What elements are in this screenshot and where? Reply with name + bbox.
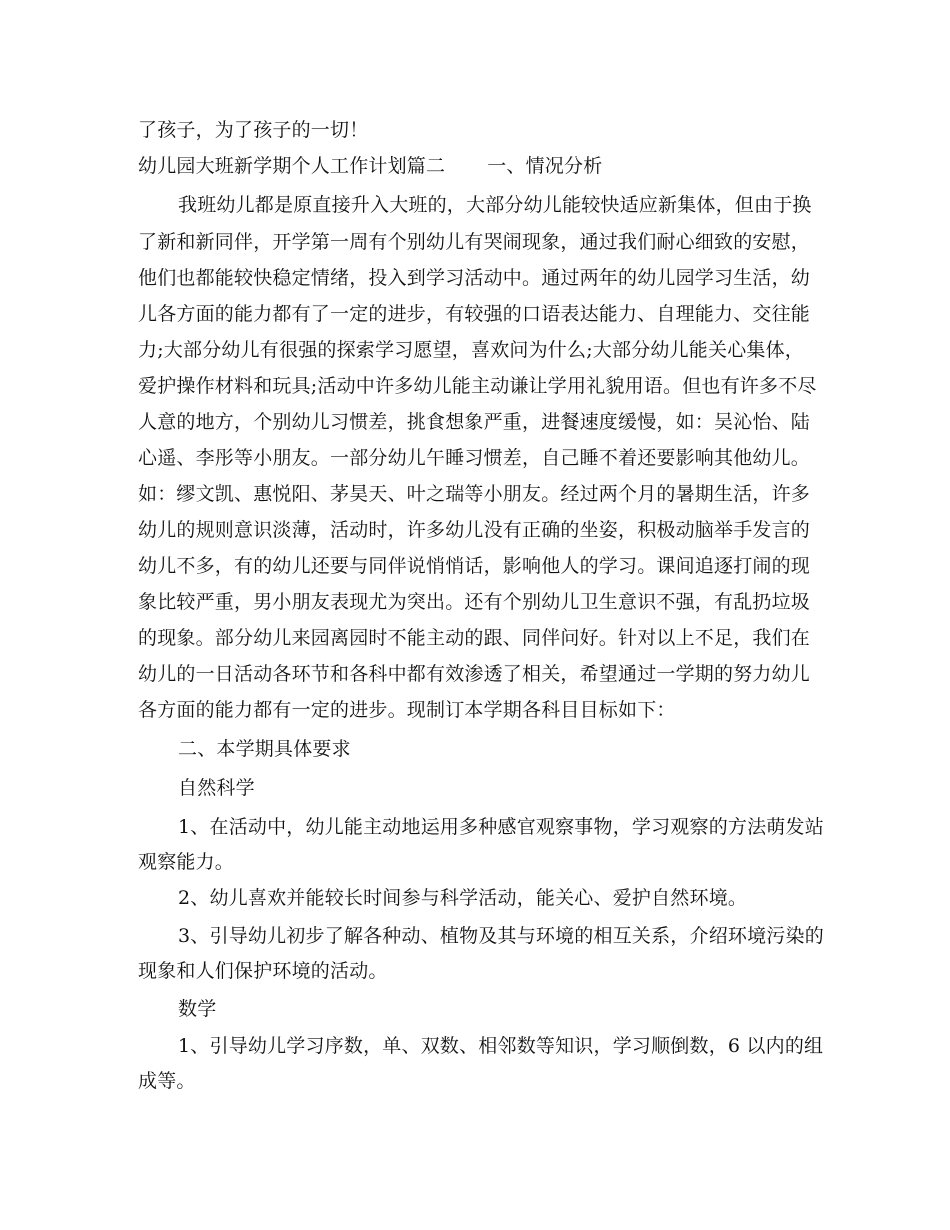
paragraph-line: 如：缪文凯、惠悦阳、茅昊天、叶之瑞等小朋友。经过两个月的暑期生活，许多 (138, 483, 811, 505)
paragraph-line: 观察能力。 (138, 851, 235, 873)
paragraph-line: 心遥、李彤等小朋友。一部分幼儿午睡习惯差，自己睡不着还要影响其他幼儿。 (138, 447, 811, 469)
paragraph-line: 各方面的能力都有一定的进步。现制订本学期各科目目标如下： (138, 699, 676, 721)
section-heading: 一、情况分析 (487, 155, 603, 177)
paragraph-line: 了新和新同伴，开学第一周有个别幼儿有哭闹现象，通过我们耐心细致的安慰， (138, 231, 811, 253)
document-title: 幼儿园大班新学期个人工作计划篇二 (138, 155, 446, 177)
section-heading: 二、本学期具体要求 (178, 738, 351, 760)
paragraph-line: 幼儿的一日活动各环节和各科中都有效渗透了相关，希望通过一学期的努力幼儿 (138, 663, 811, 685)
paragraph-line: 他们也都能较快稳定情绪，投入到学习活动中。通过两年的幼儿园学习生活，幼 (138, 267, 811, 289)
subsection-heading: 数学 (178, 998, 217, 1020)
text-line: 了孩子，为了孩子的一切！ (138, 119, 369, 141)
paragraph-line: 幼儿的规则意识淡薄，活动时，许多幼儿没有正确的坐姿，积极动脑举手发言的 (138, 519, 811, 541)
subsection-heading: 自然科学 (178, 777, 255, 799)
paragraph-line: 现象和人们保护环境的活动。 (138, 960, 388, 982)
paragraph-line: 3、引导幼儿初步了解各种动、植物及其与环境的相互关系，介绍环境污染的 (178, 925, 824, 947)
paragraph-line: 的现象。部分幼儿来园离园时不能主动的跟、同伴问好。针对以上不足，我们在 (138, 627, 811, 649)
paragraph-line: 人意的地方，个别幼儿习惯差，挑食想象严重，进餐速度缓慢，如：吴沁怡、陆 (138, 411, 811, 433)
paragraph-line: 幼儿不多，有的幼儿还要与同伴说悄悄话，影响他人的学习。课间追逐打闹的现 (138, 555, 811, 577)
paragraph-line: 2、幼儿喜欢并能较长时间参与科学活动，能关心、爱护自然环境。 (178, 887, 748, 909)
paragraph-line: 1、在活动中，幼儿能主动地运用多种感官观察事物，学习观察的方法萌发站 (178, 816, 824, 838)
paragraph-line: 我班幼儿都是原直接升入大班的，大部分幼儿能较快适应新集体，但由于换 (178, 194, 812, 216)
section-heading-line (138, 154, 602, 178)
paragraph-line: 儿各方面的能力都有了一定的进步，有较强的口语表达能力、自理能力、交往能 (138, 303, 811, 325)
paragraph-line: 1、引导幼儿学习序数，单、双数、相邻数等知识，学习顺倒数，6 以内的组 (178, 1035, 824, 1057)
paragraph-line: 象比较严重，男小朋友表现尤为突出。还有个别幼儿卫生意识不强，有乱扔垃圾 (138, 591, 811, 613)
paragraph-line: 成等。 (138, 1070, 196, 1092)
paragraph-line: 爱护操作材料和玩具;活动中许多幼儿能主动谦让学用礼貌用语。但也有许多不尽 (138, 375, 817, 397)
paragraph-line: 力;大部分幼儿有很强的探索学习愿望，喜欢问为什么;大部分幼儿能关心集体， (138, 339, 805, 361)
